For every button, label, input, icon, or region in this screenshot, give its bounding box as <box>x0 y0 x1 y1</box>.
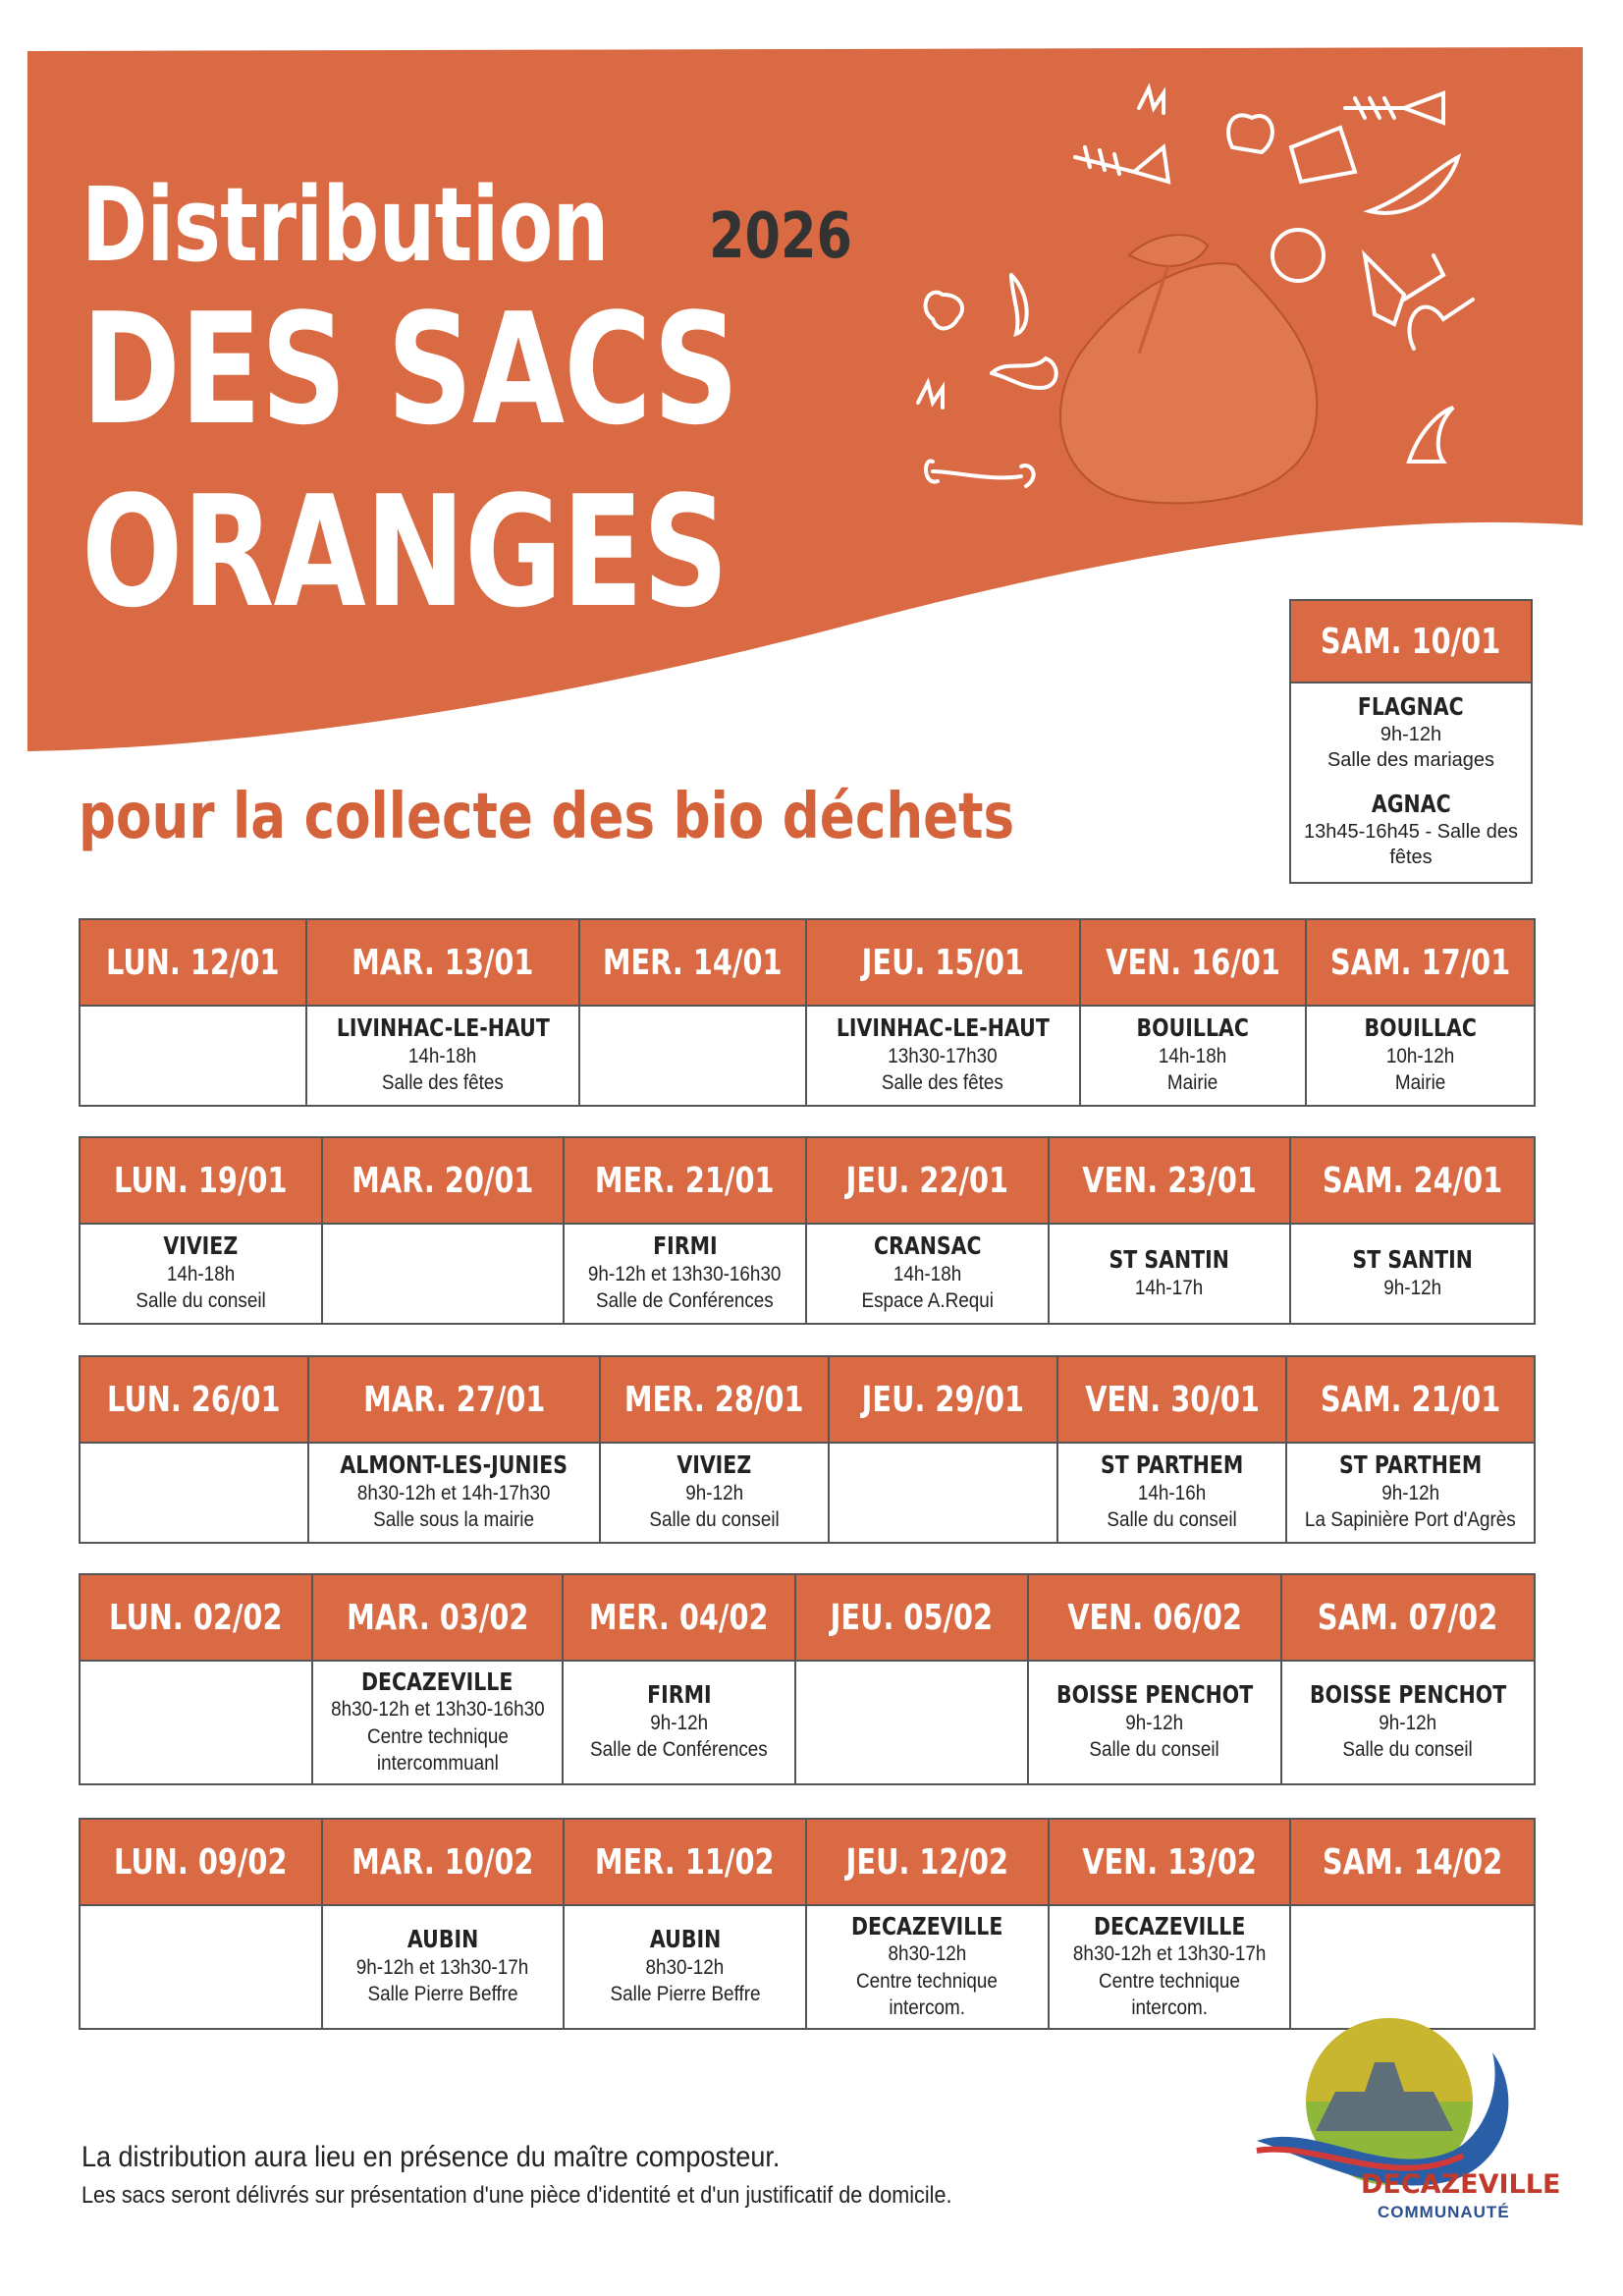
day-cell <box>323 1906 564 2028</box>
day-column <box>565 1820 807 2028</box>
day-header: JEU. 29/01 <box>830 1357 1056 1444</box>
day-cell <box>81 1007 305 1105</box>
info-line: Salle du conseil <box>1089 1738 1219 1762</box>
day-header: MAR. 20/01 <box>323 1138 564 1225</box>
day-header: MAR. 27/01 <box>309 1357 598 1444</box>
day-column <box>81 1138 323 1323</box>
info-line: 9h-12h <box>1379 1712 1437 1735</box>
day-cell <box>81 1906 321 2028</box>
day-column <box>565 1138 807 1323</box>
day-column <box>601 1357 830 1542</box>
place-name: BOISSE PENCHOT <box>1309 1680 1507 1710</box>
place-name: FIRMI <box>646 1680 712 1710</box>
info-line: 8h30-12h et 13h30-16h30 <box>330 1698 545 1722</box>
place-name: BOUILLAC <box>1136 1013 1250 1043</box>
day-cell <box>807 1007 1079 1105</box>
info-line: intercom. <box>889 1996 966 2020</box>
day-header: LUN. 02/02 <box>81 1575 311 1662</box>
day-cell <box>1307 1007 1534 1105</box>
info-line: 9h-12h <box>650 1712 709 1735</box>
info-line: 9h-12h et 13h30-17h <box>356 1956 529 1980</box>
day-cell <box>323 1225 564 1323</box>
info-line: 14h-16h <box>1138 1482 1207 1505</box>
info-line: 8h30-12h et 14h-17h30 <box>357 1482 551 1505</box>
day-cell <box>1058 1444 1285 1542</box>
day-header: JEU. 05/02 <box>796 1575 1027 1662</box>
info-line: Espace A.Requi <box>861 1289 994 1313</box>
day-header: MER. 11/02 <box>565 1820 805 1906</box>
day-column <box>807 920 1081 1105</box>
place-name: ST SANTIN <box>1109 1244 1230 1274</box>
info-line: 8h30-12h <box>645 1956 725 1980</box>
day-header: VEN. 06/02 <box>1029 1575 1280 1662</box>
day-cell <box>1291 1225 1534 1323</box>
day-header: MER. 04/02 <box>564 1575 794 1662</box>
day-column <box>1287 1357 1534 1542</box>
info-line: Mairie <box>1167 1071 1218 1095</box>
info-line: Salle du conseil <box>1342 1738 1474 1762</box>
place-name: DECAZEVILLE <box>1093 1911 1246 1941</box>
info-line: Salle sous la mairie <box>373 1508 535 1532</box>
first-day-box <box>1289 599 1533 884</box>
day-column <box>1307 920 1534 1105</box>
info-line: 14h-18h <box>166 1263 236 1286</box>
info-line: intercom. <box>1131 1996 1208 2020</box>
info-line: Salle du conseil <box>135 1289 266 1313</box>
day-header: MAR. 03/02 <box>313 1575 563 1662</box>
day-column <box>564 1575 796 1783</box>
week-row <box>79 918 1536 1107</box>
info-line: 9h-12h et 13h30-16h30 <box>588 1263 782 1286</box>
place-name: AUBIN <box>649 1925 721 1954</box>
place-name: DECAZEVILLE <box>851 1911 1003 1941</box>
day-header: MAR. 10/02 <box>323 1820 564 1906</box>
info-line: 8h30-12h et 13h30-17h <box>1072 1942 1267 1966</box>
place-name: VIVIEZ <box>163 1231 239 1261</box>
footer-note-2: Les sacs seront délivrés sur présentation d'une pièce d'identité et d'un justificatif de domicile. <box>81 2182 952 2209</box>
info-line: Salle Pierre Beffre <box>610 1983 761 2006</box>
info-line: intercommuanl <box>376 1752 499 1776</box>
week-row <box>79 1355 1536 1544</box>
day-column <box>81 1820 323 2028</box>
week-row <box>79 1818 1536 2030</box>
place-name: ST SANTIN <box>1352 1244 1473 1274</box>
day-header: SAM. 07/02 <box>1282 1575 1534 1662</box>
info-line: La Sapinière Port d'Agrès <box>1305 1508 1517 1532</box>
place-name: BOISSE PENCHOT <box>1055 1680 1253 1710</box>
info-line: Salle Pierre Beffre <box>367 1983 518 2006</box>
info-line: 9h-12h <box>1383 1276 1442 1299</box>
info-line: Salle de Conférences <box>596 1289 775 1313</box>
time-line: 9h-12h <box>1380 723 1442 745</box>
info-line: 9h-12h <box>684 1482 743 1505</box>
day-header: VEN. 16/01 <box>1081 920 1306 1007</box>
info-line: 13h30-17h30 <box>888 1045 999 1068</box>
info-line: 9h-12h <box>1125 1712 1184 1735</box>
day-cell <box>796 1662 1027 1783</box>
day-cell <box>1282 1662 1534 1783</box>
day-column <box>81 920 307 1105</box>
place-name: ST PARTHEM <box>1339 1450 1483 1480</box>
day-header: LUN. 12/01 <box>81 920 305 1007</box>
day-header: LUN. 19/01 <box>81 1138 321 1225</box>
week-row <box>79 1136 1536 1325</box>
venue-line: 13h45-16h45 - Salle des fêtes <box>1304 820 1518 868</box>
day-cell <box>81 1225 321 1323</box>
day-column <box>807 1138 1050 1323</box>
day-cell <box>565 1906 805 2028</box>
day-header: SAM. 14/02 <box>1291 1820 1534 1906</box>
place-name: AUBIN <box>406 1925 479 1954</box>
day-column <box>1291 1138 1534 1323</box>
day-cell <box>807 1906 1048 2028</box>
day-column <box>323 1138 566 1323</box>
info-line: Salle des fêtes <box>882 1071 1004 1095</box>
logo-sub: COMMUNAUTÉ <box>1378 2203 1510 2221</box>
day-cell <box>1287 1444 1534 1542</box>
place-name: CRANSAC <box>873 1231 982 1261</box>
info-line: Centre technique <box>1099 1969 1240 1993</box>
info-line: Mairie <box>1394 1071 1446 1095</box>
day-column <box>830 1357 1058 1542</box>
day-cell <box>81 1444 307 1542</box>
place-name: LIVINHAC-LE-HAUT <box>336 1013 550 1043</box>
info-line: 10h-12h <box>1385 1045 1455 1068</box>
week-row <box>79 1573 1536 1785</box>
day-header: MER. 21/01 <box>565 1138 805 1225</box>
day-cell <box>807 1225 1048 1323</box>
day-column <box>1081 920 1308 1105</box>
day-cell <box>309 1444 598 1542</box>
place-name: AGNAC <box>1371 789 1451 818</box>
place-name: VIVIEZ <box>676 1450 752 1480</box>
title-oranges: ORANGES <box>81 463 729 641</box>
info-line: Salle des fêtes <box>381 1071 504 1095</box>
title-distribution: Distribution <box>81 165 609 285</box>
day-header: MER. 28/01 <box>601 1357 828 1444</box>
day-column <box>796 1575 1029 1783</box>
day-column <box>313 1575 565 1783</box>
day-cell <box>580 1007 805 1105</box>
place-name: FLAGNAC <box>1358 692 1464 721</box>
day-header: JEU. 22/01 <box>807 1138 1048 1225</box>
day-cell <box>1081 1007 1306 1105</box>
info-line: Salle du conseil <box>1107 1508 1237 1532</box>
info-line: 9h-12h <box>1381 1482 1440 1505</box>
day-header: MAR. 13/01 <box>307 920 579 1007</box>
day-column <box>81 1357 309 1542</box>
place-name: ALMONT-LES-JUNIES <box>340 1450 568 1480</box>
place-name: LIVINHAC-LE-HAUT <box>836 1013 1050 1043</box>
day-header: LUN. 26/01 <box>81 1357 307 1444</box>
day-header: MER. 14/01 <box>580 920 805 1007</box>
title-year: 2026 <box>709 200 853 273</box>
day-header: SAM. 21/01 <box>1287 1357 1534 1444</box>
venue-line: Salle des mariages <box>1326 748 1495 771</box>
info-line: 8h30-12h <box>888 1942 967 1966</box>
day-column <box>1050 1820 1292 2028</box>
day-cell <box>1050 1225 1290 1323</box>
place-name: DECAZEVILLE <box>361 1667 514 1696</box>
day-header: JEU. 15/01 <box>807 920 1079 1007</box>
place-name: BOUILLAC <box>1364 1013 1477 1043</box>
day-header: VEN. 13/02 <box>1050 1820 1290 1906</box>
day-column <box>1050 1138 1292 1323</box>
place-name: FIRMI <box>652 1231 718 1261</box>
info-line: 14h-18h <box>408 1045 477 1068</box>
day-cell <box>81 1662 311 1783</box>
day-cell <box>313 1662 563 1783</box>
day-column <box>307 920 581 1105</box>
day-column <box>1029 1575 1282 1783</box>
day-cell <box>1029 1662 1280 1783</box>
day-column <box>807 1820 1050 2028</box>
logo-name: DECAZEVILLE <box>1361 2169 1561 2200</box>
info-line: Centre technique <box>856 1969 999 1993</box>
day-header: JEU. 12/02 <box>807 1820 1048 1906</box>
day-cell <box>1291 683 1531 880</box>
day-column <box>1291 1820 1534 2028</box>
footer-note-1: La distribution aura lieu en présence du maître composteur. <box>81 2141 781 2173</box>
place-name: ST PARTHEM <box>1101 1450 1244 1480</box>
day-header: VEN. 30/01 <box>1058 1357 1285 1444</box>
day-header: VEN. 23/01 <box>1050 1138 1290 1225</box>
day-cell <box>830 1444 1056 1542</box>
day-header: SAM. 24/01 <box>1291 1138 1534 1225</box>
day-cell <box>601 1444 828 1542</box>
day-header: LUN. 09/02 <box>81 1820 321 1906</box>
day-column <box>81 1575 313 1783</box>
title-des-sacs: DES SACS <box>81 280 738 459</box>
day-header: SAM. 10/01 <box>1291 601 1531 683</box>
info-line: Salle de Conférences <box>590 1738 769 1762</box>
day-column <box>580 920 807 1105</box>
day-cell <box>565 1225 805 1323</box>
day-column <box>1058 1357 1287 1542</box>
info-line: 14h-18h <box>1159 1045 1227 1068</box>
day-cell <box>307 1007 579 1105</box>
info-line: Centre technique <box>366 1724 509 1748</box>
day-column <box>1282 1575 1534 1783</box>
info-line: 14h-18h <box>893 1263 962 1286</box>
day-cell <box>564 1662 794 1783</box>
day-column <box>309 1357 600 1542</box>
subtitle: pour la collecte des bio déchets <box>79 781 1015 853</box>
info-line: 14h-17h <box>1135 1276 1204 1299</box>
info-line: Salle du conseil <box>649 1508 780 1532</box>
day-header: SAM. 17/01 <box>1307 920 1534 1007</box>
day-column <box>323 1820 566 2028</box>
